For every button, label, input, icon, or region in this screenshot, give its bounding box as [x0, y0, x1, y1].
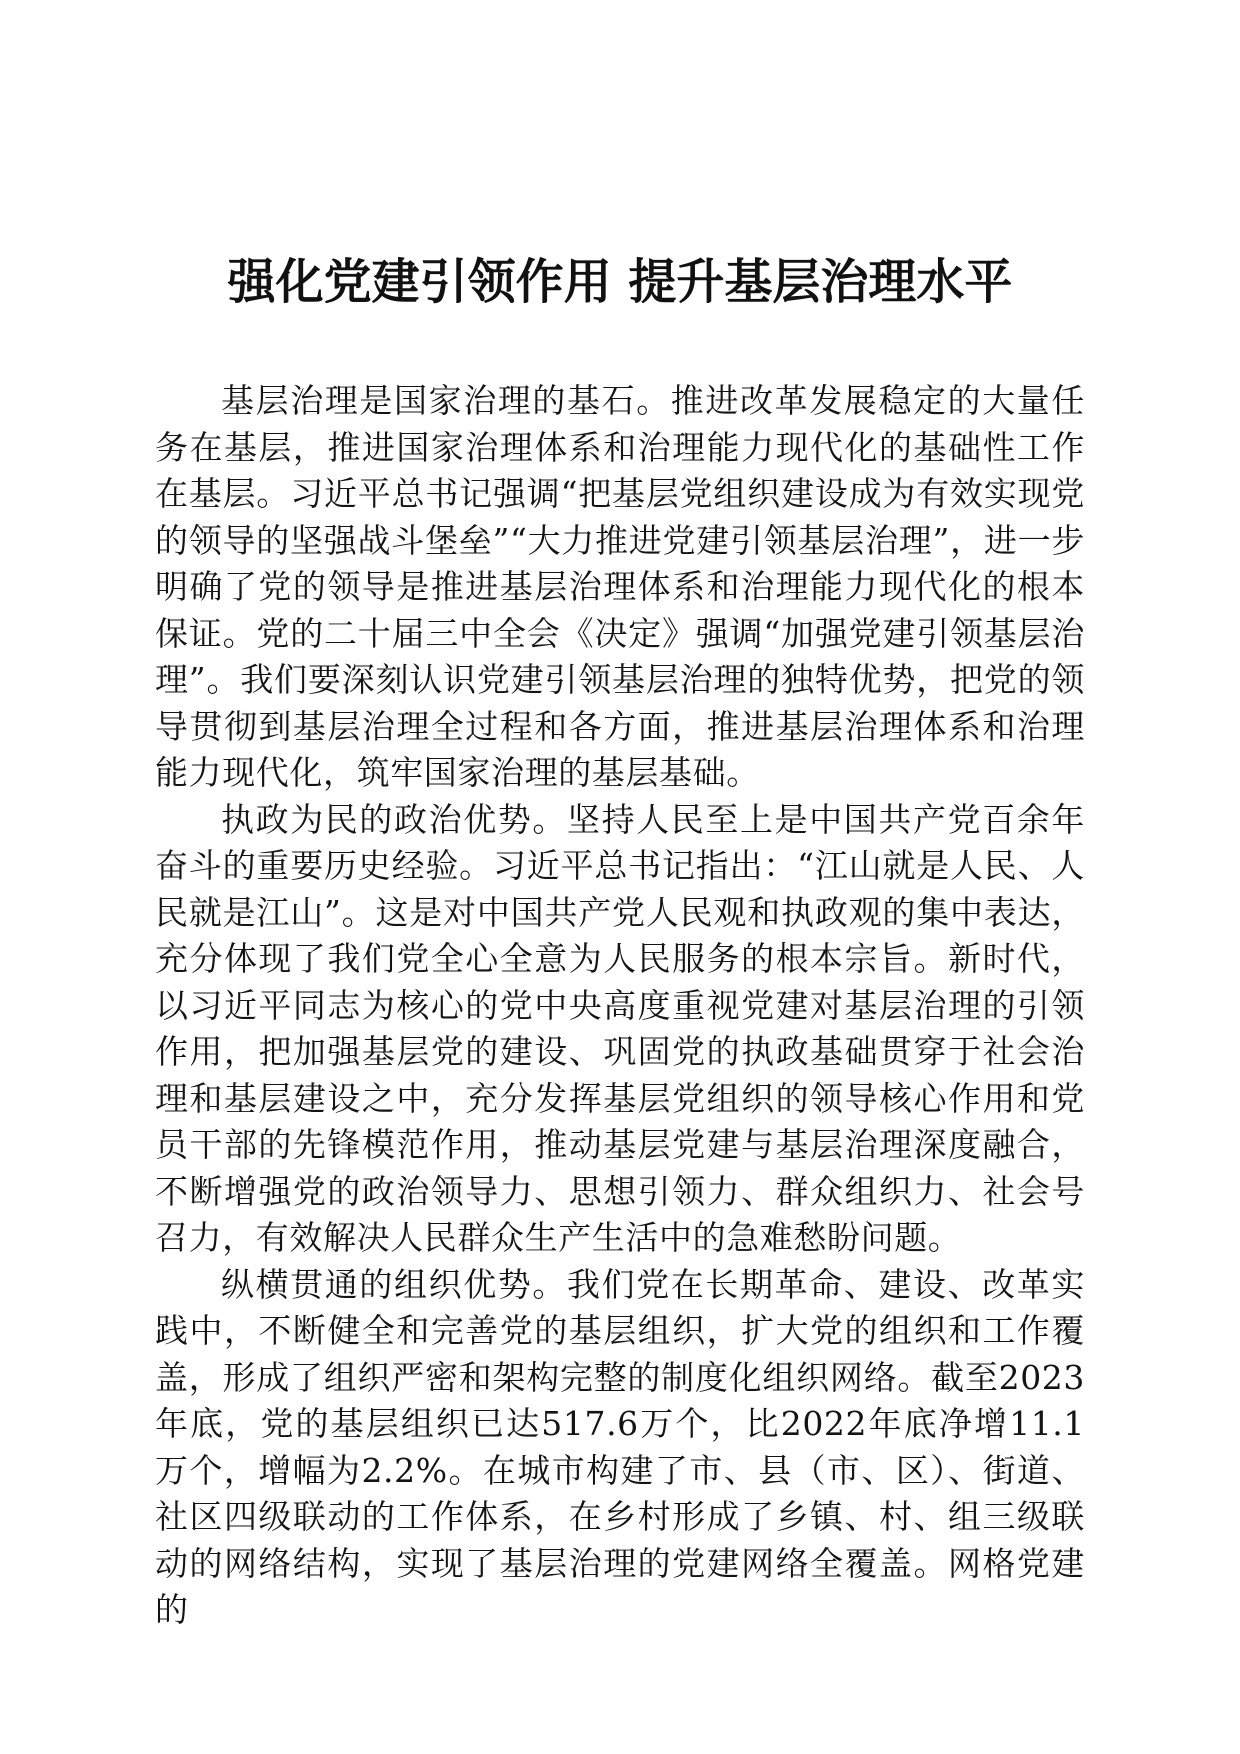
paragraph-political-advantage: 执政为民的政治优势。坚持人民至上是中国共产党百余年奋斗的重要历史经验。习近平总书记指出：“江山就是人民、人民就是江山”。这是对中国共产党人民观和执政观的集中表达，充分体现了我们党全心全意为人民服务的根本宗旨。新时代，以习近平同志为核心的党中央高度重视党建对基层治理的引领作用，把加强基层党的建设、巩固党的执政基础贯穿于社会治理和基层建设之中，充分发挥基层党组织的领导核心作用和党员干部的先锋模范作用，推动基层党建与基层治理深度融合，不断增强党的政治领导力、思想引领力、群众组织力、社会号召力，有效解决人民群众生产生活中的急难愁盼问题。	[155, 799, 1085, 1257]
document-title: 强化党建引领作用 提升基层治理水平	[227, 254, 1013, 310]
document-body	[155, 378, 1085, 1634]
paragraph-intro: 基层治理是国家治理的基石。推进改革发展稳定的大量任务在基层，推进国家治理体系和治理能力现代化的基础性工作在基层。习近平总书记强调“把基层党组织建设成为有效实现党的领导的坚强战斗堡垒”“大力推进党建引领基层治理”，进一步明确了党的领导是推进基层治理体系和治理能力现代化的根本保证。党的二十届三中全会《决定》强调“加强党建引领基层治理”。我们要深刻认识党建引领基层治理的独特优势，把党的领导贯彻到基层治理全过程和各方面，推进基层治理体系和治理能力现代化，筑牢国家治理的基层基础。	[155, 381, 1085, 792]
paragraph-organizational-advantage: 纵横贯通的组织优势。我们党在长期革命、建设、改革实践中，不断健全和完善党的基层组织，扩大党的组织和工作覆盖，形成了组织严密和架构完整的制度化组织网络。截至2023年底，党的基层组织已达517.6万个，比2022年底净增11.1万个，增幅为2.2%。在城市构建了市、县（市、区）、街道、社区四级联动的工作体系，在乡村形成了乡镇、村、组三级联动的网络结构，实现了基层治理的党建网络全覆盖。网格党建的	[155, 1264, 1085, 1629]
